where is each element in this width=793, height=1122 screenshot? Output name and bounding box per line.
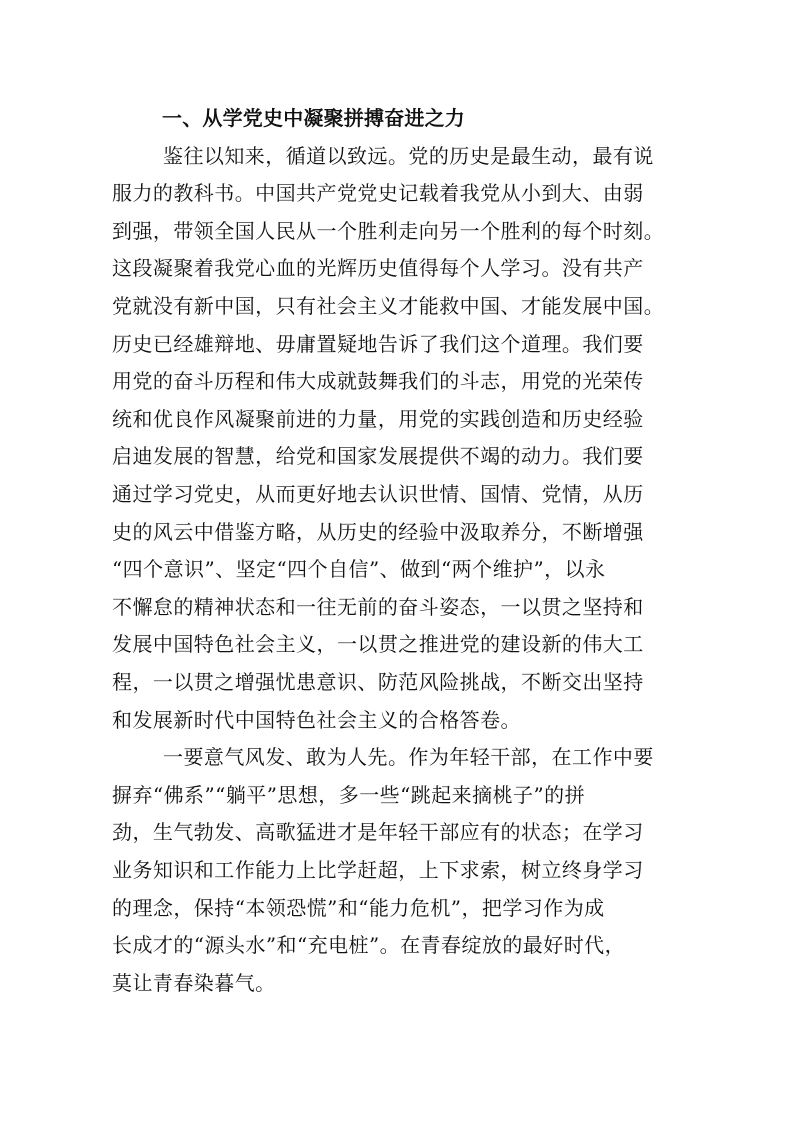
paragraph-2-line: 摒弃“佛系”“躺平”思想，多一些“跳起来摘桃子”的拼 xyxy=(112,782,586,807)
paragraph-2-line: 的理念，保持“本领恐慌”和“能力危机”，把学习作为成 xyxy=(112,895,605,920)
paragraph-2-line: 莫让青春染暮气。 xyxy=(112,970,276,995)
paragraph-1-line: 启迪发展的智慧，给党和国家发展提供不竭的动力。我们要 xyxy=(112,444,644,469)
paragraph-2-line: 一要意气风发、敢为人先。作为年轻干部，在工作中要 xyxy=(163,745,654,770)
paragraph-1-line: 党就没有新中国，只有社会主义才能救中国、才能发展中国。 xyxy=(112,294,665,318)
paragraph-2-line: 长成才的“源头水”和“充电桩”。在青春绽放的最好时代， xyxy=(112,933,626,958)
paragraph-1-line: 用党的奋斗历程和伟大成就鼓舞我们的斗志，用党的光荣传 xyxy=(112,369,644,394)
paragraph-1-line: 发展中国特色社会主义，一以贯之推进党的建设新的伟大工 xyxy=(112,632,644,657)
paragraph-1-line: 历史已经雄辩地、毋庸置疑地告诉了我们这个道理。我们要 xyxy=(112,331,644,356)
paragraph-1-line: 史的风云中借鉴方略，从历史的经验中汲取养分，不断增强 xyxy=(112,519,644,544)
paragraph-1-line: 服力的教科书。中国共产党党史记载着我党从小到大、由弱 xyxy=(112,181,644,206)
paragraph-1-line: 不懈怠的精神状态和一往无前的奋斗姿态，一以贯之坚持和 xyxy=(112,594,644,619)
paragraph-1-line: 这段凝聚着我党心血的光辉历史值得每个人学习。没有共产 xyxy=(112,256,644,281)
paragraph-1-line: 程，一以贯之增强忧患意识、防范风险挑战，不断交出坚持 xyxy=(112,670,644,694)
section-heading: 一、从学党史中凝聚拼搏奋进之力 xyxy=(162,106,465,130)
paragraph-1-line: 到强，带领全国人民从一个胜利走向另一个胜利的每个时刻。 xyxy=(112,218,665,243)
paragraph-1-line: “四个意识”、坚定“四个自信”、做到“两个维护”，以永 xyxy=(112,557,606,582)
paragraph-1-line: 通过学习党史，从而更好地去认识世情、国情、党情，从历 xyxy=(112,482,644,506)
paragraph-2-line: 业务知识和工作能力上比学赶超，上下求索，树立终身学习 xyxy=(112,858,644,882)
paragraph-1-line: 鉴往以知来，循道以致远。党的历史是最生动，最有说 xyxy=(163,143,654,168)
paragraph-1-line: 统和优良作风凝聚前进的力量，用党的实践创造和历史经验 xyxy=(112,406,644,431)
paragraph-1-line: 和发展新时代中国特色社会主义的合格答卷。 xyxy=(112,707,521,732)
paragraph-2-line: 劲，生气勃发、高歌猛进才是年轻干部应有的状态；在学习 xyxy=(112,820,644,845)
